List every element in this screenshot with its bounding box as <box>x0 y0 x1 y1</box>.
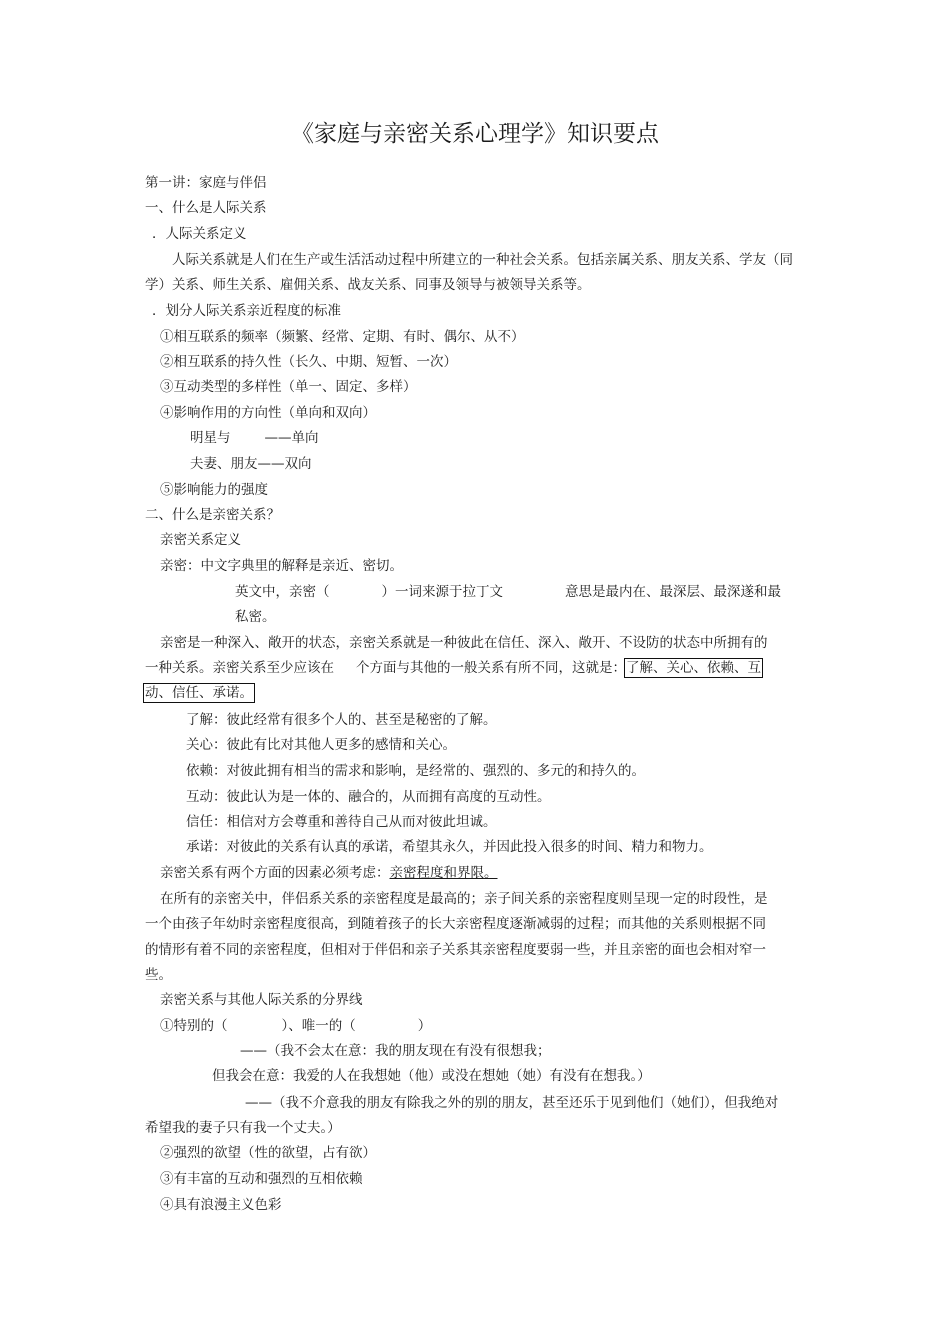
subheading-criteria: ．划分人际关系亲近程度的标准 <box>152 303 341 319</box>
bullet-text: 关心：彼此有比对其他人更多的感情和关心。 <box>186 737 456 753</box>
paragraph-line: 的情形有着不同的亲密程度，但相对于伴侣和亲子关系其亲密程度要弱一些，并且亲密的面也会相对窄一 <box>145 942 766 958</box>
paragraph-line <box>145 658 761 678</box>
subheading-boundary: 亲密关系与其他人际关系的分界线 <box>160 992 363 1008</box>
bullet-text: 承诺：对彼此的关系有认真的承诺，希望其永久，并因此投入很多的时间、精力和物力。 <box>186 839 713 855</box>
bullet-item <box>168 735 456 755</box>
paragraph-line <box>235 582 781 602</box>
boundary-item: ③有丰富的互动和强烈的互相依赖 <box>160 1171 363 1187</box>
section-heading-2: 二、什么是亲密关系？ <box>145 507 280 523</box>
example-line <box>190 428 319 448</box>
subheading-intimacy-definition: 亲密关系定义 <box>160 532 241 548</box>
example-text: 明星与 <box>190 430 231 446</box>
boundary-item: ②强烈的欲望（性的欲望，占有欲） <box>160 1145 376 1161</box>
bullet-item <box>168 812 497 832</box>
underlined-keywords: 亲密程度和界限。 <box>389 865 498 881</box>
paragraph-line: 亲密是一种深入、敞开的状态，亲密关系就是一种彼此在信任、深入、敞开、不设防的状态中所拥有的 <box>160 635 768 651</box>
quote-line: ——（我不会太在意：我的朋友现在有没有很想我； <box>240 1043 551 1059</box>
paragraph-line <box>160 863 498 883</box>
criteria-item: ③互动类型的多样性（单一、固定、多样） <box>160 379 417 395</box>
paragraph-text: ）一词来源于拉丁文 <box>381 584 503 600</box>
bullet-text: 依赖：对彼此拥有相当的需求和影响，是经常的、强烈的、多元的和持久的。 <box>186 763 645 779</box>
criteria-item: ①相互联系的频率（频繁、经常、定期、有时、偶尔、从不） <box>160 329 525 345</box>
criteria-item: ②相互联系的持久性（长久、中期、短暂、一次） <box>160 354 457 370</box>
paragraph-line: 在所有的亲密关中，伴侣系关系的亲密程度是最高的；亲子间关系的亲密程度则呈现一定的时段性，是 <box>160 891 768 907</box>
bullet-item <box>168 837 713 857</box>
paragraph-line: 私密。 <box>235 609 276 625</box>
quote-line: 希望我的妻子只有我一个丈夫。） <box>145 1120 341 1136</box>
bullet-text: 信任：相信对方会尊重和善待自己从而对彼此坦诚。 <box>186 814 497 830</box>
paragraph-line: 亲密：中文字典里的解释是亲近、密切。 <box>160 558 403 574</box>
page-title: 《家庭与亲密关系心理学》知识要点 <box>291 121 659 147</box>
paragraph-text: 个方面与其他的一般关系有所不同，这就是： <box>356 660 626 676</box>
boundary-item <box>160 1016 431 1036</box>
lecture-heading: 第一讲：家庭与伴侣 <box>145 175 267 191</box>
bullet-item <box>168 710 497 730</box>
bullet-item <box>168 787 551 807</box>
paragraph-text: 意思是最内在、最深层、最深遂和最 <box>565 584 781 600</box>
quote-line: ——（我不介意我的朋友有除我之外的别的朋友，甚至还乐于见到他们（她们），但我绝对 <box>245 1095 779 1111</box>
criteria-item: ④影响作用的方向性（单向和双向） <box>160 405 376 421</box>
subheading-definition: ．人际关系定义 <box>152 226 247 242</box>
paragraph-text: 一种关系。亲密关系至少应该在 <box>145 660 334 676</box>
section-heading-1: 一、什么是人际关系 <box>145 200 267 216</box>
highlighted-keywords: 动、信任、承诺。 <box>145 685 253 701</box>
paragraph-line: 学）关系、师生关系、雇佣关系、战友关系、同事及领导与被领导关系等。 <box>145 277 591 293</box>
bullet-text: 互动：彼此认为是一体的、融合的，从而拥有高度的互动性。 <box>186 789 551 805</box>
boundary-text: ）、唯一的（ <box>281 1018 356 1034</box>
boundary-item: ④具有浪漫主义色彩 <box>160 1197 282 1213</box>
paragraph-line <box>145 683 253 703</box>
paragraph-line: 一个由孩子年幼时亲密程度很高，到随着孩子的长大亲密程度逐渐减弱的过程；而其他的关系则根据不同 <box>145 916 766 932</box>
highlighted-keywords: 了解、关心、依赖、互 <box>626 660 761 676</box>
paragraph-line: 人际关系就是人们在生产或生活活动过程中所建立的一种社会关系。包括亲属关系、朋友关系、学友（同 <box>172 252 793 268</box>
quote-line: 但我会在意：我爱的人在我想她（他）或没在想她（她）有没有在想我。） <box>212 1068 651 1084</box>
paragraph-text: 英文中，亲密（ <box>235 584 330 600</box>
example-line: 夫妻、朋友——双向 <box>190 456 312 472</box>
example-text: ——单向 <box>264 430 319 446</box>
bullet-text: 了解：彼此经常有很多个人的、甚至是秘密的了解。 <box>186 712 497 728</box>
bullet-item <box>168 761 645 781</box>
boundary-text: ①特别的（ <box>160 1018 228 1034</box>
paragraph-line: 些。 <box>145 967 172 983</box>
paragraph-text: 亲密关系有两个方面的因素必须考虑： <box>160 865 390 881</box>
boundary-text: ） <box>417 1018 432 1034</box>
criteria-item: ⑤影响能力的强度 <box>160 482 268 498</box>
